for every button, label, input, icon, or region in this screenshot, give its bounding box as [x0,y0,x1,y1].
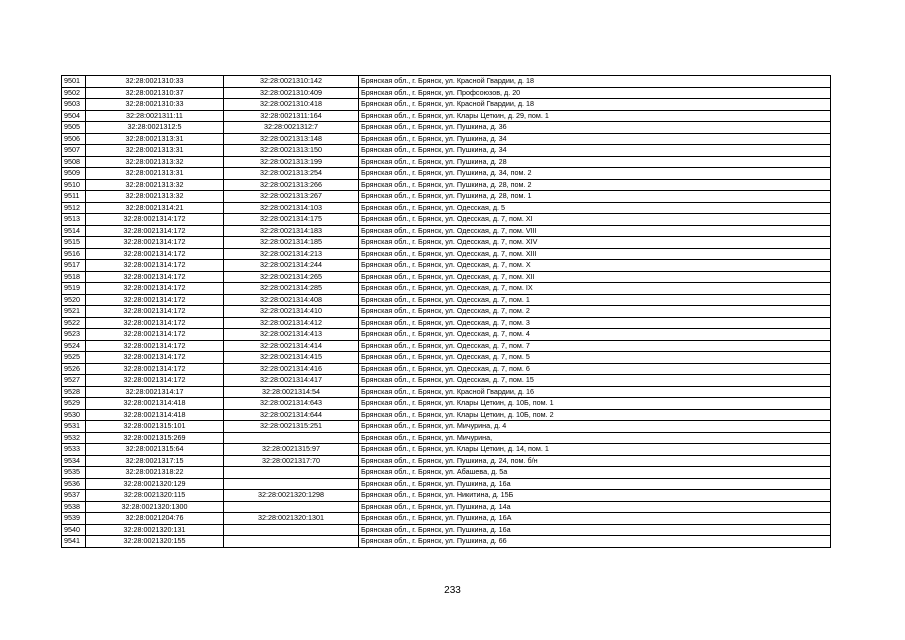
block-number-cell: 32:28:0021315:101 [86,421,224,433]
row-number-cell: 9533 [62,444,86,456]
table-row [62,455,831,467]
block-number-cell: 32:28:0021314:172 [86,260,224,272]
row-number-cell: 9539 [62,513,86,525]
row-number-cell: 9509 [62,168,86,180]
block-number-cell: 32:28:0021313:31 [86,168,224,180]
cadastral-number-cell [224,467,359,479]
block-number-cell: 32:28:0021314:172 [86,283,224,295]
address-cell: Брянская обл., г. Брянск, ул. Одесская, д. 7, пом. 15 [359,375,831,387]
table-row [62,386,831,398]
row-number-cell: 9502 [62,87,86,99]
block-number-cell: 32:28:0021320:115 [86,490,224,502]
table-row [62,398,831,410]
block-number-cell: 32:28:0021317:15 [86,455,224,467]
page-number: 233 [444,585,461,596]
block-number-cell: 32:28:0021320:1300 [86,501,224,513]
cadastral-number-cell [224,536,359,548]
row-number-cell: 9532 [62,432,86,444]
cadastral-number-cell: 32:28:0021313:150 [224,145,359,157]
address-cell: Брянская обл., г. Брянск, ул. Одесская, д. 7, пом. XII [359,271,831,283]
cadastral-number-cell: 32:28:0021314:175 [224,214,359,226]
block-number-cell: 32:28:0021314:17 [86,386,224,398]
row-number-cell: 9527 [62,375,86,387]
row-number-cell: 9503 [62,99,86,111]
block-number-cell: 32:28:0021314:418 [86,409,224,421]
cadastral-number-cell: 32:28:0021313:266 [224,179,359,191]
table-row [62,421,831,433]
cadastral-number-cell: 32:28:0021320:1298 [224,490,359,502]
row-number-cell: 9510 [62,179,86,191]
table-row [62,478,831,490]
block-number-cell: 32:28:0021312:5 [86,122,224,134]
table-row [62,248,831,260]
table-row [62,375,831,387]
block-number-cell: 32:28:0021314:172 [86,329,224,341]
table-row [62,363,831,375]
address-cell: Брянская обл., г. Брянск, ул. Одесская, д. 7, пом. IX [359,283,831,295]
row-number-cell: 9528 [62,386,86,398]
cadastral-number-cell: 32:28:0021314:185 [224,237,359,249]
block-number-cell: 32:28:0021314:172 [86,214,224,226]
address-cell: Брянская обл., г. Брянск, ул. Одесская, д. 7, пом. 2 [359,306,831,318]
cadastral-number-cell [224,524,359,536]
cadastral-number-cell: 32:28:0021314:410 [224,306,359,318]
address-cell: Брянская обл., г. Брянск, ул. Одесская, д. 7, пом. 3 [359,317,831,329]
cadastral-number-cell: 32:28:0021313:148 [224,133,359,145]
block-number-cell: 32:28:0021313:32 [86,179,224,191]
row-number-cell: 9507 [62,145,86,157]
table-row [62,156,831,168]
address-cell: Брянская обл., г. Брянск, ул. Мичурина, д. 4 [359,421,831,433]
row-number-cell: 9537 [62,490,86,502]
row-number-cell: 9501 [62,76,86,88]
table-row [62,168,831,180]
block-number-cell: 32:28:0021314:172 [86,294,224,306]
table-row [62,340,831,352]
address-cell: Брянская обл., г. Брянск, ул. Одесская, д. 7, пом. X [359,260,831,272]
block-number-cell: 32:28:0021315:64 [86,444,224,456]
block-number-cell: 32:28:0021313:32 [86,191,224,203]
cadastral-number-cell [224,501,359,513]
row-number-cell: 9519 [62,283,86,295]
table-row [62,467,831,479]
address-cell: Брянская обл., г. Брянск, ул. Одесская, д. 7, пом. XIV [359,237,831,249]
cadastral-number-cell: 32:28:0021314:414 [224,340,359,352]
block-number-cell: 32:28:0021314:172 [86,271,224,283]
row-number-cell: 9534 [62,455,86,467]
table-row [62,352,831,364]
table-row [62,317,831,329]
block-number-cell: 32:28:0021314:172 [86,352,224,364]
cadastral-number-cell: 32:28:0021314:643 [224,398,359,410]
block-number-cell: 32:28:0021310:33 [86,99,224,111]
row-number-cell: 9516 [62,248,86,260]
table-row [62,409,831,421]
row-number-cell: 9540 [62,524,86,536]
block-number-cell: 32:28:0021314:21 [86,202,224,214]
address-cell: Брянская обл., г. Брянск, ул. Пушкина, д. 24, пом. б/н [359,455,831,467]
row-number-cell: 9520 [62,294,86,306]
address-cell: Брянская обл., г. Брянск, ул. Одесская, д. 5 [359,202,831,214]
row-number-cell: 9518 [62,271,86,283]
address-cell: Брянская обл., г. Брянск, ул. Профсоюзов, д. 20 [359,87,831,99]
table-row [62,271,831,283]
table-row [62,444,831,456]
block-number-cell: 32:28:0021320:155 [86,536,224,548]
registry-table-body [62,76,831,548]
block-number-cell: 32:28:0021314:418 [86,398,224,410]
table-row [62,110,831,122]
address-cell: Брянская обл., г. Брянск, ул. Пушкина, д. 16а [359,524,831,536]
table-row [62,76,831,88]
cadastral-number-cell: 32:28:0021314:244 [224,260,359,272]
block-number-cell: 32:28:0021314:172 [86,340,224,352]
cadastral-number-cell [224,432,359,444]
table-row [62,524,831,536]
table-row [62,225,831,237]
address-cell: Брянская обл., г. Брянск, ул. Одесская, д. 7, пом. VIII [359,225,831,237]
address-cell: Брянская обл., г. Брянск, ул. Красной Гвардии, д. 18 [359,99,831,111]
table-row [62,536,831,548]
address-cell: Брянская обл., г. Брянск, ул. Пушкина, д. 34 [359,133,831,145]
address-cell: Брянская обл., г. Брянск, ул. Клары Цеткин, д. 29, пом. 1 [359,110,831,122]
block-number-cell: 32:28:0021314:172 [86,363,224,375]
address-cell: Брянская обл., г. Брянск, ул. Одесская, д. 7, пом. 5 [359,352,831,364]
cadastral-number-cell: 32:28:0021310:142 [224,76,359,88]
address-cell: Брянская обл., г. Брянск, ул. Одесская, д. 7, пом. 4 [359,329,831,341]
cadastral-number-cell: 32:28:0021317:70 [224,455,359,467]
table-row [62,191,831,203]
cadastral-number-cell: 32:28:0021314:412 [224,317,359,329]
table-row [62,237,831,249]
row-number-cell: 9524 [62,340,86,352]
table-row [62,99,831,111]
cadastral-number-cell: 32:28:0021312:7 [224,122,359,134]
address-cell: Брянская обл., г. Брянск, ул. Пушкина, д. 66 [359,536,831,548]
address-cell: Брянская обл., г. Брянск, ул. Красной Гвардии, д. 16 [359,386,831,398]
block-number-cell: 32:28:0021314:172 [86,317,224,329]
cadastral-number-cell: 32:28:0021314:265 [224,271,359,283]
row-number-cell: 9513 [62,214,86,226]
address-cell: Брянская обл., г. Брянск, ул. Никитина, д. 15Б [359,490,831,502]
table-row [62,133,831,145]
cadastral-number-cell: 32:28:0021314:408 [224,294,359,306]
cadastral-number-cell: 32:28:0021310:418 [224,99,359,111]
cadastral-number-cell: 32:28:0021313:254 [224,168,359,180]
address-cell: Брянская обл., г. Брянск, ул. Одесская, д. 7, пом. XI [359,214,831,226]
row-number-cell: 9508 [62,156,86,168]
block-number-cell: 32:28:0021314:172 [86,225,224,237]
cadastral-number-cell: 32:28:0021315:251 [224,421,359,433]
address-cell: Брянская обл., г. Брянск, ул. Мичурина, [359,432,831,444]
address-cell: Брянская обл., г. Брянск, ул. Одесская, д. 7, пом. 6 [359,363,831,375]
cadastral-number-cell [224,478,359,490]
address-cell: Брянская обл., г. Брянск, ул. Пушкина, д. 34 [359,145,831,157]
row-number-cell: 9512 [62,202,86,214]
cadastral-number-cell: 32:28:0021314:415 [224,352,359,364]
row-number-cell: 9515 [62,237,86,249]
address-cell: Брянская обл., г. Брянск, ул. Одесская, д. 7, пом. 7 [359,340,831,352]
table-row [62,260,831,272]
row-number-cell: 9514 [62,225,86,237]
block-number-cell: 32:28:0021320:129 [86,478,224,490]
table-row [62,294,831,306]
row-number-cell: 9505 [62,122,86,134]
row-number-cell: 9521 [62,306,86,318]
row-number-cell: 9522 [62,317,86,329]
row-number-cell: 9536 [62,478,86,490]
address-cell: Брянская обл., г. Брянск, ул. Одесская, д. 7, пом. XIII [359,248,831,260]
row-number-cell: 9535 [62,467,86,479]
table-row [62,306,831,318]
address-cell: Брянская обл., г. Брянск, ул. Пушкина, д. 34, пом. 2 [359,168,831,180]
cadastral-number-cell: 32:28:0021314:644 [224,409,359,421]
block-number-cell: 32:28:0021320:131 [86,524,224,536]
cadastral-number-cell: 32:28:0021314:213 [224,248,359,260]
block-number-cell: 32:28:0021204:76 [86,513,224,525]
address-cell: Брянская обл., г. Брянск, ул. Пушкина, д. 16а [359,478,831,490]
address-cell: Брянская обл., г. Брянск, ул. Пушкина, д. 28, пом. 1 [359,191,831,203]
table-row [62,202,831,214]
block-number-cell: 32:28:0021310:37 [86,87,224,99]
block-number-cell: 32:28:0021318:22 [86,467,224,479]
cadastral-number-cell: 32:28:0021313:267 [224,191,359,203]
address-cell: Брянская обл., г. Брянск, ул. Пушкина, д. 36 [359,122,831,134]
cadastral-number-cell: 32:28:0021314:285 [224,283,359,295]
row-number-cell: 9530 [62,409,86,421]
cadastral-number-cell: 32:28:0021314:103 [224,202,359,214]
table-row [62,179,831,191]
address-cell: Брянская обл., г. Брянск, ул. Абашева, д. 5а [359,467,831,479]
block-number-cell: 32:28:0021310:33 [86,76,224,88]
block-number-cell: 32:28:0021314:172 [86,248,224,260]
row-number-cell: 9506 [62,133,86,145]
table-row [62,283,831,295]
cadastral-number-cell: 32:28:0021314:54 [224,386,359,398]
cadastral-number-cell: 32:28:0021315:97 [224,444,359,456]
cadastral-number-cell: 32:28:0021311:164 [224,110,359,122]
block-number-cell: 32:28:0021314:172 [86,375,224,387]
address-cell: Брянская обл., г. Брянск, ул. Пушкина, д. 28, пом. 2 [359,179,831,191]
table-row [62,501,831,513]
address-cell: Брянская обл., г. Брянск, ул. Клары Цеткин, д. 10Б, пом. 1 [359,398,831,410]
row-number-cell: 9529 [62,398,86,410]
block-number-cell: 32:28:0021313:31 [86,145,224,157]
block-number-cell: 32:28:0021314:172 [86,237,224,249]
address-cell: Брянская обл., г. Брянск, ул. Красной Гвардии, д. 18 [359,76,831,88]
block-number-cell: 32:28:0021313:32 [86,156,224,168]
row-number-cell: 9538 [62,501,86,513]
address-cell: Брянская обл., г. Брянск, ул. Пушкина, д. 16А [359,513,831,525]
block-number-cell: 32:28:0021311:11 [86,110,224,122]
row-number-cell: 9541 [62,536,86,548]
table-row [62,513,831,525]
cadastral-number-cell: 32:28:0021310:409 [224,87,359,99]
row-number-cell: 9517 [62,260,86,272]
address-cell: Брянская обл., г. Брянск, ул. Пушкина, д. 28 [359,156,831,168]
address-cell: Брянская обл., г. Брянск, ул. Пушкина, д. 14а [359,501,831,513]
address-cell: Брянская обл., г. Брянск, ул. Одесская, д. 7, пом. 1 [359,294,831,306]
row-number-cell: 9526 [62,363,86,375]
table-row [62,87,831,99]
table-row [62,490,831,502]
table-row [62,122,831,134]
table-row [62,145,831,157]
row-number-cell: 9531 [62,421,86,433]
cadastral-number-cell: 32:28:0021314:416 [224,363,359,375]
address-cell: Брянская обл., г. Брянск, ул. Клары Цеткин, д. 14, пом. 1 [359,444,831,456]
row-number-cell: 9525 [62,352,86,364]
cadastral-number-cell: 32:28:0021320:1301 [224,513,359,525]
row-number-cell: 9504 [62,110,86,122]
row-number-cell: 9523 [62,329,86,341]
cadastral-number-cell: 32:28:0021314:183 [224,225,359,237]
registry-table [61,75,831,548]
block-number-cell: 32:28:0021313:31 [86,133,224,145]
cadastral-number-cell: 32:28:0021314:413 [224,329,359,341]
cadastral-number-cell: 32:28:0021313:199 [224,156,359,168]
table-row [62,432,831,444]
block-number-cell: 32:28:0021314:172 [86,306,224,318]
address-cell: Брянская обл., г. Брянск, ул. Клары Цеткин, д. 10Б, пом. 2 [359,409,831,421]
block-number-cell: 32:28:0021315:269 [86,432,224,444]
table-row [62,329,831,341]
row-number-cell: 9511 [62,191,86,203]
cadastral-number-cell: 32:28:0021314:417 [224,375,359,387]
table-row [62,214,831,226]
